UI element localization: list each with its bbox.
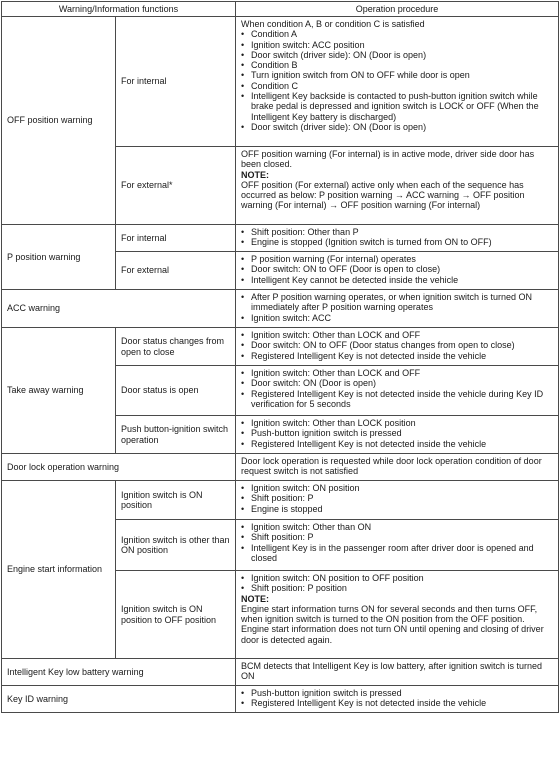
- procedure-cell: [236, 225, 559, 252]
- function-intelligent-key-low-battery-warning: Intelligent Key low battery warning: [2, 659, 236, 686]
- bullet-item: • Ignition switch: Other than ON: [241, 522, 554, 532]
- sub-function-label: Ignition switch is other than ON position: [116, 520, 236, 571]
- sub-function-label: Door status is open: [116, 366, 236, 416]
- sub-function-label: Door status changes from open to close: [116, 328, 236, 366]
- note-label: NOTE:: [241, 169, 270, 180]
- procedure-text: When condition A, B or condition C is satisfied: [241, 19, 425, 29]
- procedure-text: Engine start information turns ON for several seconds and then turns OFF, when ignition switch is turned to the ON position from the OFF position. Engine start information does not turn ON until opening and closing of driver door is detected again.: [241, 603, 544, 645]
- bullet-item: • Ignition switch: ON position to OFF position: [241, 573, 554, 583]
- table-row: [2, 686, 559, 713]
- warning-functions-table: [1, 1, 559, 713]
- bullet-item: • Condition B: [241, 60, 554, 70]
- table-row: [2, 659, 559, 686]
- sub-function-label: Push button-ignition switch operation: [116, 416, 236, 454]
- bullet-item: • Ignition switch: Other than LOCK position: [241, 418, 554, 428]
- table-row: [2, 481, 559, 520]
- bullet-item: • Ignition switch: Other than LOCK and OFF: [241, 368, 554, 378]
- procedure-cell: [236, 454, 559, 481]
- bullet-item: • Intelligent Key is in the passenger room after driver door is opened and closed: [241, 543, 554, 564]
- sub-function-label: For internal: [116, 225, 236, 252]
- procedure-cell: [236, 416, 559, 454]
- procedure-cell: [236, 659, 559, 686]
- bullet-item: • After P position warning operates, or when ignition switch is turned ON immediately after P position warning operates: [241, 292, 554, 313]
- bullet-item: • Condition C: [241, 81, 554, 91]
- header-warning-functions: Warning/Information functions: [2, 2, 236, 17]
- bullet-item: • P position warning (For internal) operates: [241, 254, 554, 264]
- procedure-cell: [236, 290, 559, 328]
- sub-function-label: Ignition switch is ON position: [116, 481, 236, 520]
- procedure-cell: [236, 366, 559, 416]
- sub-function-label: For external*: [116, 147, 236, 225]
- bullet-item: • Push-button ignition switch is pressed: [241, 428, 554, 438]
- bullet-item: • Ignition switch: Other than LOCK and OFF: [241, 330, 554, 340]
- procedure-text: BCM detects that Intelligent Key is low battery, after ignition switch is turned ON: [241, 661, 542, 682]
- bullet-item: • Registered Intelligent Key is not detected inside the vehicle: [241, 351, 554, 361]
- note-label: NOTE:: [241, 593, 270, 604]
- procedure-cell: [236, 328, 559, 366]
- bullet-item: • Engine is stopped (Ignition switch is turned from ON to OFF): [241, 237, 554, 247]
- bullet-item: • Registered Intelligent Key is not detected inside the vehicle: [241, 698, 554, 708]
- function-door-lock-operation-warning: Door lock operation warning: [2, 454, 236, 481]
- bullet-item: • Ignition switch: ACC position: [241, 40, 554, 50]
- table-row: [2, 225, 559, 252]
- function-p-position-warning: P position warning: [2, 225, 116, 290]
- function-take-away-warning: Take away warning: [2, 328, 116, 454]
- function-key-id-warning: Key ID warning: [2, 686, 236, 713]
- bullet-item: • Intelligent Key cannot be detected inside the vehicle: [241, 275, 554, 285]
- procedure-cell: [236, 17, 559, 147]
- function-engine-start-information: Engine start information: [2, 481, 116, 659]
- bullet-item: • Push-button ignition switch is pressed: [241, 688, 554, 698]
- procedure-text: Door lock operation is requested while door lock operation condition of door request switch is not satisfied: [241, 456, 542, 477]
- bullet-item: • Door switch: ON to OFF (Door status changes from open to close): [241, 340, 554, 350]
- bullet-item: • Door switch (driver side): ON (Door is open): [241, 50, 554, 60]
- procedure-cell: [236, 481, 559, 520]
- bullet-item: • Shift position: P: [241, 493, 554, 503]
- bullet-item: • Intelligent Key backside is contacted to push-button ignition switch while brake pedal is depressed and ignition switch is LOCK or OFF (When the Intelligent Key battery is discharged): [241, 91, 554, 122]
- bullet-item: • Door switch (driver side): ON (Door is open): [241, 122, 554, 132]
- bullet-item: • Shift position: P position: [241, 583, 554, 593]
- procedure-text: OFF position (For external) active only when each of the sequence has occurred as below: P position warning → ACC warning → OFF position warning (For internal) → OFF position warning (For internal): [241, 179, 525, 211]
- bullet-item: • Registered Intelligent Key is not detected inside the vehicle during Key ID verification for 5 seconds: [241, 389, 554, 410]
- bullet-item: • Ignition switch: ON position: [241, 483, 554, 493]
- bullet-item: • Shift position: P: [241, 532, 554, 542]
- procedure-cell: [236, 571, 559, 659]
- sub-function-label: For external: [116, 252, 236, 290]
- bullet-item: • Turn ignition switch from ON to OFF while door is open: [241, 70, 554, 80]
- bullet-item: • Registered Intelligent Key is not detected inside the vehicle: [241, 439, 554, 449]
- table-row: [2, 328, 559, 366]
- function-off-position-warning: OFF position warning: [2, 17, 116, 225]
- table-row: [2, 290, 559, 328]
- bullet-item: • Shift position: Other than P: [241, 227, 554, 237]
- bullet-item: • Condition A: [241, 29, 554, 39]
- table-row: [2, 454, 559, 481]
- procedure-text: OFF position warning (For internal) is in active mode, driver side door has been closed.: [241, 149, 535, 170]
- table-header-row: [2, 2, 559, 17]
- header-operation-procedure: Operation procedure: [236, 2, 559, 17]
- bullet-item: • Door switch: ON to OFF (Door is open to close): [241, 264, 554, 274]
- table-row: [2, 17, 559, 147]
- procedure-cell: [236, 252, 559, 290]
- procedure-cell: [236, 147, 559, 225]
- bullet-item: • Door switch: ON (Door is open): [241, 378, 554, 388]
- procedure-cell: [236, 520, 559, 571]
- bullet-item: • Ignition switch: ACC: [241, 313, 554, 323]
- sub-function-label: For internal: [116, 17, 236, 147]
- function-acc-warning: ACC warning: [2, 290, 236, 328]
- sub-function-label: Ignition switch is ON position to OFF position: [116, 571, 236, 659]
- procedure-cell: [236, 686, 559, 713]
- bullet-item: • Engine is stopped: [241, 504, 554, 514]
